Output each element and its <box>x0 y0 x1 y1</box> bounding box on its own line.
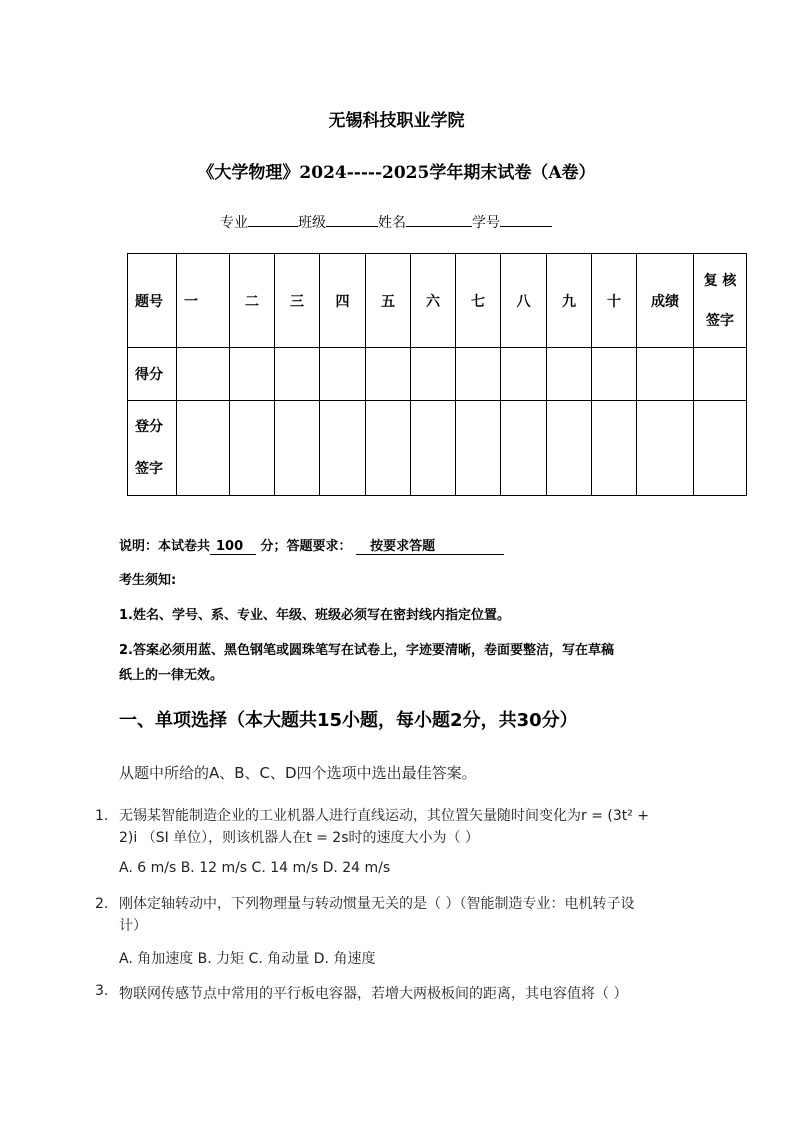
score-table <box>127 253 747 496</box>
header-cell: 七 <box>456 254 501 348</box>
question-text: 刚体定轴转动中，下列物理量与转动惯量无关的是（ ）（智能制造专业：电机转子设 <box>119 896 635 912</box>
score-row <box>128 348 747 401</box>
score-cell[interactable] <box>177 348 230 401</box>
sign-cell[interactable] <box>366 401 411 496</box>
answer-requirement: 按要求答题 <box>356 535 504 555</box>
question-3 <box>95 983 628 1003</box>
header-cell: 二 <box>230 254 275 348</box>
sign-cell[interactable] <box>320 401 366 496</box>
major-label: 专业 <box>220 215 248 231</box>
class-label: 班级 <box>298 215 326 231</box>
sign-cell[interactable] <box>637 401 694 496</box>
score-cell[interactable] <box>547 348 592 401</box>
section-instruction: 从题中所给的A、B、C、D四个选项中选出最佳答案。 <box>119 764 477 782</box>
score-cell[interactable] <box>411 348 456 401</box>
header-cell: 六 <box>411 254 456 348</box>
header-cell: 五 <box>366 254 411 348</box>
question-text: 物联网传感节点中常用的平行板电容器，若增大两极板间的距离，其电容值将（ ） <box>119 986 628 1002</box>
sign-cell[interactable] <box>177 401 230 496</box>
sign-label: 签字 <box>706 312 734 329</box>
header-cell: 成绩 <box>637 254 694 348</box>
sign-cell[interactable] <box>547 401 592 496</box>
score-cell[interactable] <box>592 348 637 401</box>
id-blank[interactable] <box>500 212 552 227</box>
question-text: 计） <box>119 918 147 934</box>
question-text: 无锡某智能制造企业的工业机器人进行直线运动，其位置矢量随时间变化为r = (3t² + <box>119 808 650 824</box>
sign-cell[interactable] <box>411 401 456 496</box>
section-title: 一、单项选择（本大题共15小题，每小题2分，共30分） <box>119 710 578 731</box>
row-label: 得分 <box>128 348 177 401</box>
sign-cell[interactable] <box>592 401 637 496</box>
sign-cell[interactable] <box>275 401 320 496</box>
header-cell: 四 <box>320 254 366 348</box>
table-header-row <box>128 254 747 348</box>
name-blank[interactable] <box>406 212 472 227</box>
sign-cell[interactable] <box>456 401 501 496</box>
major-blank[interactable] <box>248 212 298 227</box>
header-cell: 八 <box>501 254 547 348</box>
question-2-options: A. 角加速度 B. 力矩 C. 角动量 D. 角速度 <box>119 951 376 967</box>
header-cell: 三 <box>275 254 320 348</box>
question-text: 2)i （SI 单位），则该机器人在t = 2s时的速度大小为（ ） <box>119 830 479 846</box>
sign-cell[interactable] <box>230 401 275 496</box>
review-label: 复 核 <box>703 272 737 289</box>
class-blank[interactable] <box>326 212 378 227</box>
notice-title: 考生须知: <box>119 573 177 588</box>
question-1 <box>95 805 650 849</box>
question-number: 2. <box>95 896 109 912</box>
question-number: 3. <box>95 983 109 999</box>
score-cell[interactable] <box>275 348 320 401</box>
note-prefix: 说明：本试卷共 <box>119 539 211 554</box>
notice-item-2-cont: 纸上的一律无效。 <box>119 668 224 683</box>
question-number: 1. <box>95 808 109 824</box>
score-cell[interactable] <box>230 348 275 401</box>
name-label: 姓名 <box>378 215 406 231</box>
exam-title: 《大学物理》2024-----2025学年期末试卷（A卷） <box>197 163 596 183</box>
notice-item-1: 1.姓名、学号、系、专业、年级、班级必须写在密封线内指定位置。 <box>119 608 510 623</box>
sign-row <box>128 401 747 496</box>
header-cell: 题号 <box>128 254 177 348</box>
row-label-line: 签字 <box>135 461 163 477</box>
notice-item-2: 2.答案必须用蓝、黑色钢笔或圆珠笔写在试卷上，字迹要清晰，卷面要整洁，写在草稿 <box>119 643 614 658</box>
header-cell-review <box>694 254 747 348</box>
header-cell: 一 <box>177 254 230 348</box>
score-cell[interactable] <box>501 348 547 401</box>
sign-cell[interactable] <box>694 401 747 496</box>
question-2 <box>95 893 635 937</box>
row-label <box>128 401 177 496</box>
score-cell[interactable] <box>637 348 694 401</box>
school-name: 无锡科技职业学院 <box>328 111 465 131</box>
exam-note <box>119 535 504 555</box>
total-score: 100 <box>210 539 256 555</box>
row-label-line: 登分 <box>135 419 163 435</box>
student-info-line <box>220 212 552 232</box>
question-1-options: A. 6 m/s B. 12 m/s C. 14 m/s D. 24 m/s <box>119 860 391 876</box>
score-cell[interactable] <box>694 348 747 401</box>
sign-cell[interactable] <box>501 401 547 496</box>
score-cell[interactable] <box>320 348 366 401</box>
header-cell: 十 <box>592 254 637 348</box>
score-cell[interactable] <box>366 348 411 401</box>
id-label: 学号 <box>472 215 500 231</box>
score-cell[interactable] <box>456 348 501 401</box>
note-mid: 分；答题要求： <box>260 539 352 554</box>
header-cell: 九 <box>547 254 592 348</box>
